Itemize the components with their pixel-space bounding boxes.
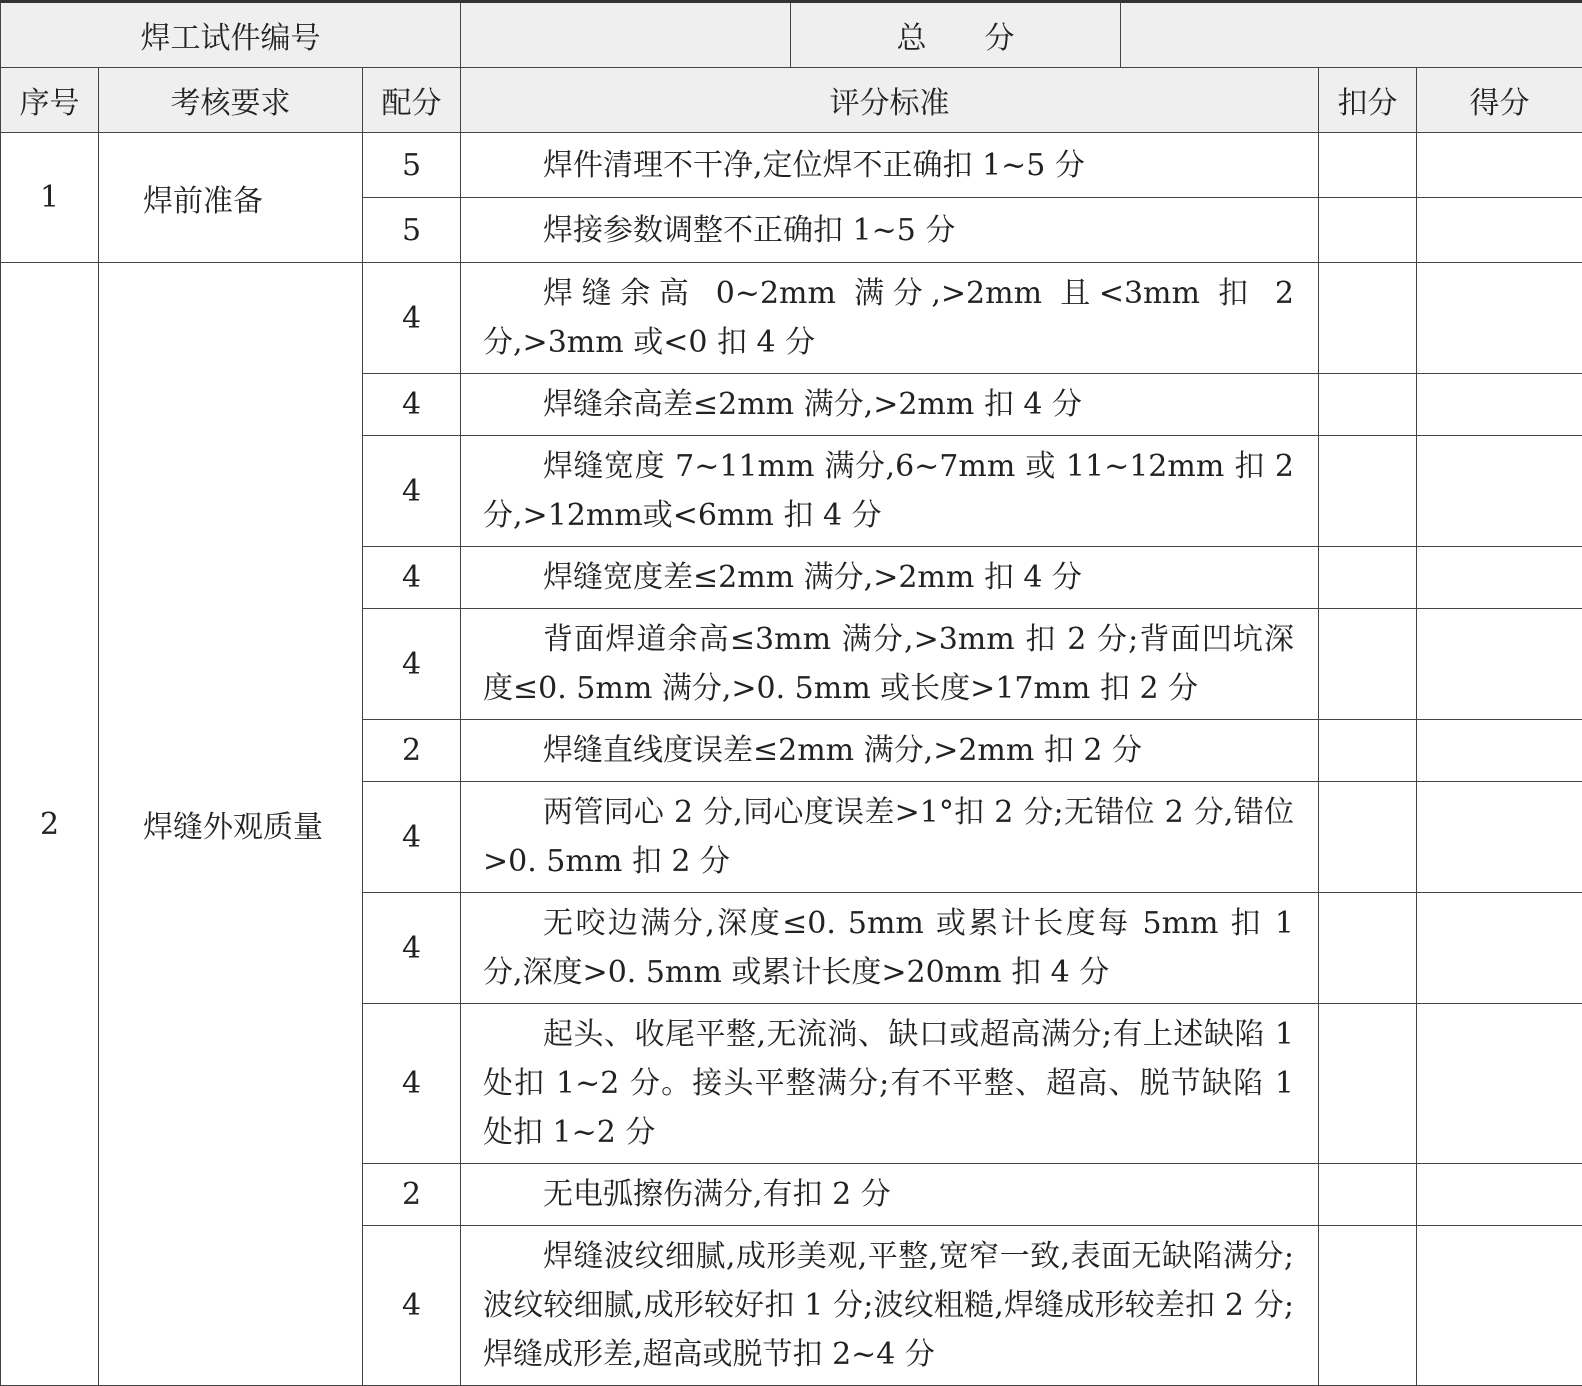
deduct-cell (1319, 198, 1417, 263)
score-cell (1417, 1004, 1582, 1164)
header-row-columns (1, 68, 1582, 133)
specimen-no-value (461, 2, 791, 68)
points-cell: 5 (363, 198, 461, 263)
deduct-cell (1319, 893, 1417, 1004)
points-cell: 4 (363, 893, 461, 1004)
requirement-cell: 焊前准备 (99, 133, 363, 263)
total-label-char-b: 分 (985, 21, 1015, 56)
total-score-value (1121, 2, 1582, 68)
score-cell (1417, 782, 1582, 893)
seq-cell: 2 (1, 263, 99, 1386)
deduct-cell (1319, 374, 1417, 436)
col-score-header: 得分 (1417, 68, 1582, 133)
deduct-cell (1319, 720, 1417, 782)
points-cell: 4 (363, 547, 461, 609)
requirement-cell: 焊缝外观质量 (99, 263, 363, 1386)
criteria-cell: 焊缝宽度差≤2mm 满分,>2mm 扣 4 分 (461, 547, 1319, 609)
criteria-cell: 焊缝直线度误差≤2mm 满分,>2mm 扣 2 分 (461, 720, 1319, 782)
table-row (1, 263, 1582, 374)
col-requirement-header: 考核要求 (99, 68, 363, 133)
deduct-cell (1319, 782, 1417, 893)
points-cell: 4 (363, 1004, 461, 1164)
col-criteria-header: 评分标准 (461, 68, 1319, 133)
points-cell: 4 (363, 1226, 461, 1386)
deduct-cell (1319, 547, 1417, 609)
criteria-cell: 无电弧擦伤满分,有扣 2 分 (461, 1164, 1319, 1226)
specimen-no-label: 焊工试件编号 (1, 2, 461, 68)
points-cell: 4 (363, 263, 461, 374)
total-label-char-a: 总 (897, 21, 927, 56)
score-cell (1417, 893, 1582, 1004)
points-cell: 5 (363, 133, 461, 198)
score-cell (1417, 1164, 1582, 1226)
header-row-top (1, 2, 1582, 68)
score-cell (1417, 547, 1582, 609)
table-row (1, 133, 1582, 198)
score-cell (1417, 374, 1582, 436)
criteria-cell: 焊件清理不干净,定位焊不正确扣 1~5 分 (461, 133, 1319, 198)
points-cell: 4 (363, 782, 461, 893)
criteria-cell: 焊缝宽度 7~11mm 满分,6~7mm 或 11~12mm 扣 2 分,>12mm或<6mm 扣 4 分 (461, 436, 1319, 547)
criteria-cell: 两管同心 2 分,同心度误差>1°扣 2 分;无错位 2 分,错位>0. 5mm 扣 2 分 (461, 782, 1319, 893)
deduct-cell (1319, 609, 1417, 720)
score-cell (1417, 720, 1582, 782)
points-cell: 4 (363, 609, 461, 720)
deduct-cell (1319, 1226, 1417, 1386)
score-cell (1417, 263, 1582, 374)
points-cell: 4 (363, 374, 461, 436)
deduct-cell (1319, 1164, 1417, 1226)
deduct-cell (1319, 436, 1417, 547)
points-cell: 4 (363, 436, 461, 547)
points-cell: 2 (363, 720, 461, 782)
points-cell: 2 (363, 1164, 461, 1226)
deduct-cell (1319, 1004, 1417, 1164)
criteria-cell: 焊缝波纹细腻,成形美观,平整,宽窄一致,表面无缺陷满分;波纹较细腻,成形较好扣 1 分;波纹粗糙,焊缝成形较差扣 2 分;焊缝成形差,超高或脱节扣 2~4 分 (461, 1226, 1319, 1386)
criteria-cell: 无咬边满分,深度≤0. 5mm 或累计长度每 5mm 扣 1 分,深度>0. 5mm 或累计长度>20mm 扣 4 分 (461, 893, 1319, 1004)
score-cell (1417, 198, 1582, 263)
total-score-label (791, 2, 1121, 68)
criteria-cell: 起头、收尾平整,无流淌、缺口或超高满分;有上述缺陷 1 处扣 1~2 分。接头平整满分;有不平整、超高、脱节缺陷 1 处扣 1~2 分 (461, 1004, 1319, 1164)
score-cell (1417, 133, 1582, 198)
criteria-cell: 焊缝余高 0~2mm 满分,>2mm 且<3mm 扣 2 分,>3mm 或<0 扣 4 分 (461, 263, 1319, 374)
col-deduct-header: 扣分 (1319, 68, 1417, 133)
score-cell (1417, 609, 1582, 720)
col-points-header: 配分 (363, 68, 461, 133)
col-seq-header: 序号 (1, 68, 99, 133)
criteria-cell: 焊缝余高差≤2mm 满分,>2mm 扣 4 分 (461, 374, 1319, 436)
seq-cell: 1 (1, 133, 99, 263)
score-cell (1417, 1226, 1582, 1386)
criteria-cell: 焊接参数调整不正确扣 1~5 分 (461, 198, 1319, 263)
criteria-cell: 背面焊道余高≤3mm 满分,>3mm 扣 2 分;背面凹坑深度≤0. 5mm 满分,>0. 5mm 或长度>17mm 扣 2 分 (461, 609, 1319, 720)
deduct-cell (1319, 263, 1417, 374)
score-cell (1417, 436, 1582, 547)
deduct-cell (1319, 133, 1417, 198)
